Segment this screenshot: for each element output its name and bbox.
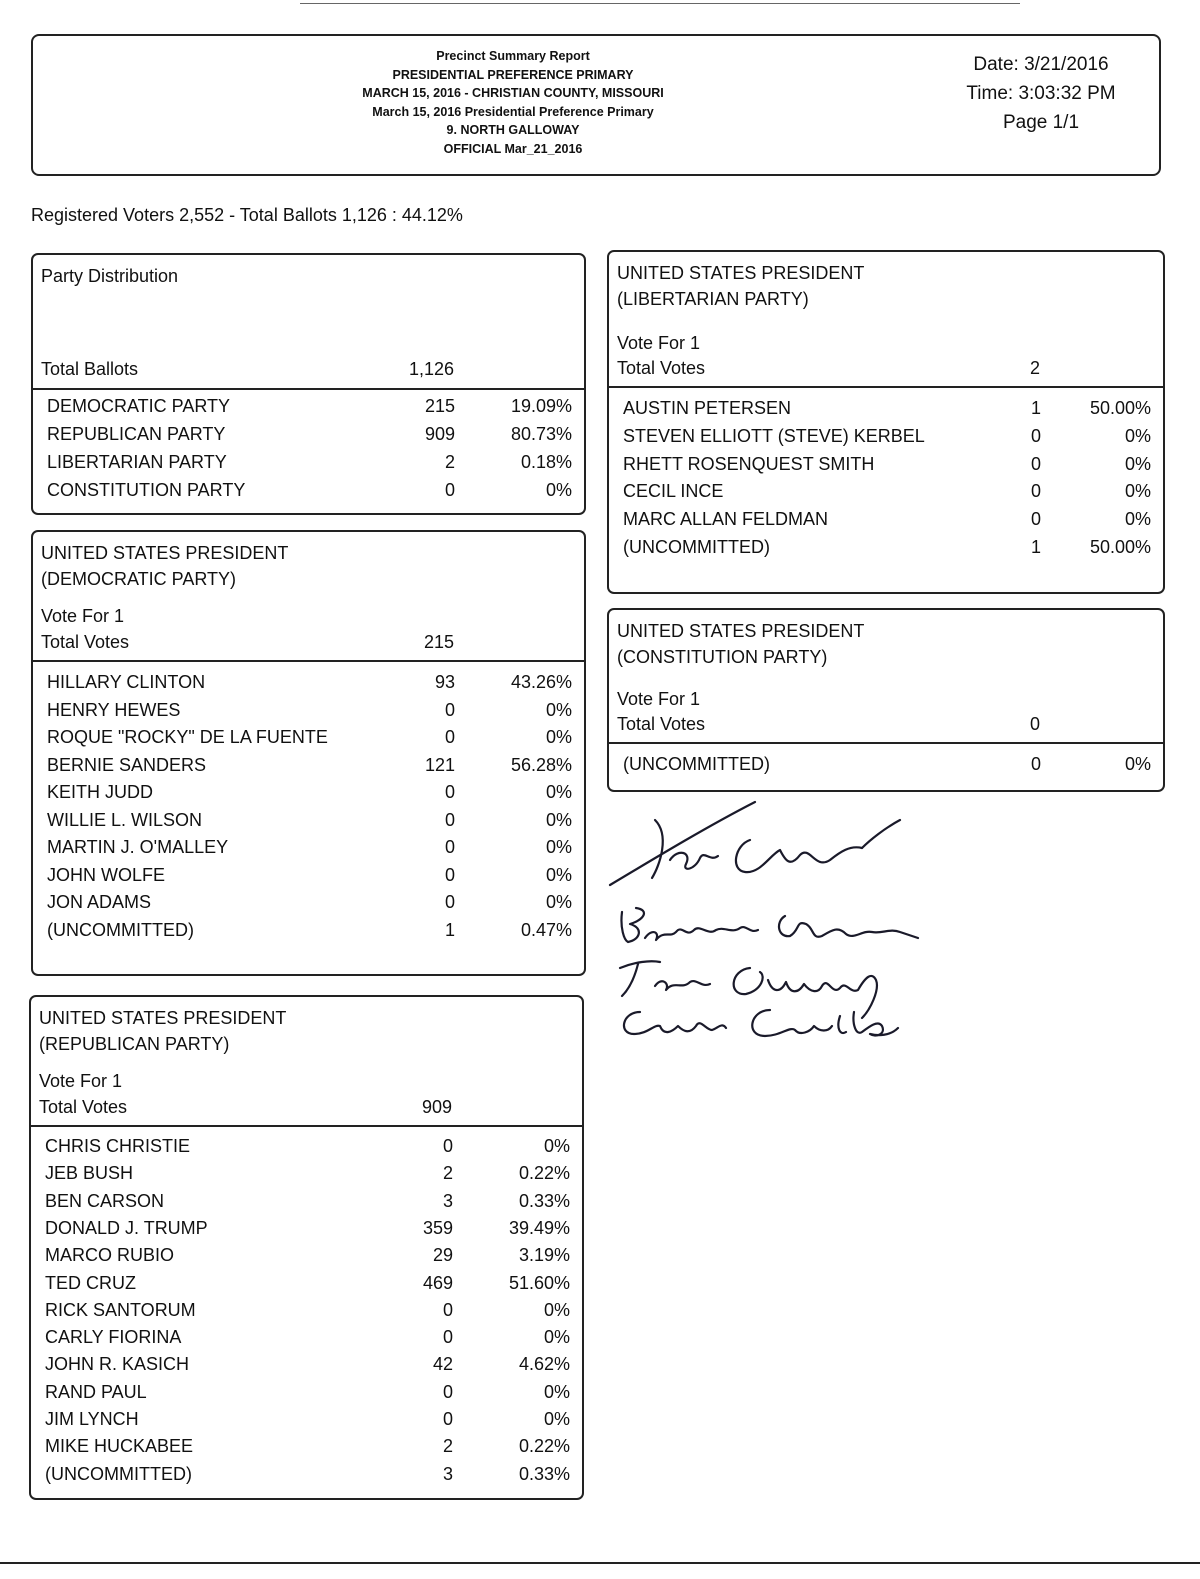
vote-percent: 0%: [545, 864, 572, 885]
candidate-name: (UNCOMMITTED): [47, 919, 194, 940]
result-row: [45, 1406, 570, 1432]
vote-count: 42: [432, 1354, 453, 1375]
vote-count: 0: [442, 1381, 453, 1402]
vote-percent: 0%: [543, 1327, 570, 1348]
result-row: [47, 752, 572, 778]
vote-count: 0: [1030, 754, 1041, 774]
vote-count: 0: [444, 809, 455, 830]
section-divider: [33, 660, 584, 662]
vote-percent: 4.62%: [518, 1354, 570, 1375]
candidate-name: CHRIS CHRISTIE: [45, 1136, 191, 1156]
result-row: [47, 724, 572, 750]
election-description: March 15, 2016 Presidential Preference Primary: [372, 104, 654, 119]
vote-percent: 80.73%: [510, 424, 572, 444]
result-row: [623, 751, 1151, 777]
signature-stroke: [620, 961, 660, 996]
vote-count: 0: [444, 480, 455, 500]
signature-stroke: [624, 1012, 726, 1034]
candidate-name: REPUBLICAN PARTY: [47, 424, 226, 444]
handwritten-signatures: [600, 800, 940, 1060]
section-divider: [609, 386, 1163, 388]
result-row: [47, 779, 572, 805]
vote-percent: 0%: [545, 837, 572, 857]
race-title: UNITED STATES PRESIDENT (DEMOCRATIC PARTY): [41, 543, 289, 589]
vote-percent: 0%: [545, 699, 572, 720]
candidate-name: TED CRUZ: [45, 1272, 136, 1293]
party-distribution-title: Party Distribution: [41, 266, 179, 286]
signature-stroke: [752, 1010, 898, 1036]
vote-count: 1: [1030, 537, 1041, 557]
election-name: PRESIDENTIAL PREFERENCE PRIMARY: [392, 67, 634, 82]
vote-percent: 0%: [545, 727, 572, 747]
total-votes-label: Total Votes: [617, 358, 706, 378]
total-votes-value: 2: [1029, 358, 1040, 378]
result-row: [45, 1379, 570, 1405]
vote-count: 93: [434, 672, 455, 692]
vote-count: 0: [444, 864, 455, 885]
candidate-name: LIBERTARIAN PARTY: [47, 452, 227, 472]
vote-for-label: Vote For 1: [617, 333, 701, 353]
vote-percent: 0%: [543, 1381, 570, 1402]
vote-count: 0: [1030, 425, 1041, 446]
vote-count: 0: [444, 892, 455, 912]
result-row: [623, 423, 1151, 449]
vote-count: 0: [444, 727, 455, 747]
candidate-name: JOHN WOLFE: [47, 864, 166, 885]
vote-percent: 0.22%: [518, 1163, 570, 1184]
vote-percent: 0%: [1124, 453, 1151, 474]
candidate-name: STEVEN ELLIOTT (STEVE) KERBEL: [623, 425, 925, 446]
vote-count: 0: [442, 1327, 453, 1348]
precinct-name: 9. NORTH GALLOWAY: [446, 123, 580, 137]
page-number: Page 1/1: [1002, 112, 1080, 133]
vote-for-row: [617, 331, 1163, 355]
vote-for-row: [39, 1069, 582, 1093]
vote-count: 0: [442, 1299, 453, 1320]
total-votes-value: 0: [1029, 714, 1040, 734]
race-title: UNITED STATES PRESIDENT (CONSTITUTION PARTY): [617, 621, 865, 667]
signature-stroke: [670, 853, 718, 869]
result-row: [45, 1215, 570, 1241]
result-row: [47, 807, 572, 833]
party-distribution-box: [31, 253, 586, 515]
republican-race-box: [29, 995, 584, 1500]
signature-stroke: [652, 820, 663, 878]
vote-percent: 0%: [545, 782, 572, 802]
vote-count: 1: [444, 919, 455, 940]
total-ballots-value: 1,126: [408, 359, 454, 379]
candidate-name: WILLIE L. WILSON: [47, 809, 203, 830]
vote-count: 0: [1030, 453, 1041, 474]
vote-count: 2: [444, 452, 455, 472]
vote-percent: 0.47%: [520, 919, 572, 940]
report-meta: [931, 50, 1151, 137]
vote-count: 3: [442, 1190, 453, 1211]
section-divider: [33, 388, 584, 390]
candidate-name: (UNCOMMITTED): [45, 1463, 192, 1484]
result-row: [47, 477, 572, 503]
vote-count: 469: [422, 1272, 453, 1293]
candidate-name: JEB BUSH: [45, 1163, 134, 1184]
candidate-name: ROQUE "ROCKY" DE LA FUENTE: [47, 727, 328, 747]
vote-percent: 0.33%: [518, 1190, 570, 1211]
vote-percent: 0%: [1124, 509, 1151, 530]
race-title: UNITED STATES PRESIDENT (LIBERTARIAN PARTY): [617, 263, 865, 309]
signature-stroke: [621, 908, 644, 942]
vote-percent: 0.33%: [518, 1463, 570, 1484]
vote-percent: 50.00%: [1089, 537, 1151, 557]
result-row: [623, 395, 1151, 421]
vote-count: 909: [424, 424, 455, 444]
result-row: [45, 1297, 570, 1323]
total-votes-value: 215: [423, 632, 454, 652]
vote-count: 359: [422, 1217, 453, 1238]
candidate-name: (UNCOMMITTED): [623, 537, 770, 557]
report-title-block: [233, 47, 793, 158]
vote-count: 29: [432, 1245, 453, 1266]
total-votes-row: [39, 1095, 582, 1119]
candidate-name: JON ADAMS: [47, 892, 152, 912]
vote-count: 0: [444, 699, 455, 720]
total-votes-label: Total Votes: [41, 632, 130, 652]
candidate-name: CARLY FIORINA: [45, 1327, 182, 1348]
result-row: [47, 862, 572, 888]
candidate-name: BERNIE SANDERS: [47, 754, 207, 775]
race-title: UNITED STATES PRESIDENT (REPUBLICAN PARTY): [39, 1008, 287, 1054]
result-row: [45, 1324, 570, 1350]
vote-count: 2: [442, 1163, 453, 1184]
report-title: Precinct Summary Report: [436, 49, 590, 63]
result-row: [47, 834, 572, 860]
vote-percent: 50.00%: [1089, 398, 1151, 418]
report-header: [31, 34, 1161, 176]
vote-count: 1: [1030, 398, 1041, 418]
vote-percent: 0%: [1124, 425, 1151, 446]
vote-percent: 0.18%: [520, 452, 572, 472]
vote-count: 215: [424, 396, 455, 416]
vote-count: 0: [444, 782, 455, 802]
signature-stroke: [645, 927, 758, 940]
constitution-race-box: [607, 608, 1165, 792]
vote-count: 0: [1030, 509, 1041, 530]
vote-percent: 51.60%: [508, 1272, 570, 1293]
candidate-name: JOHN R. KASICH: [45, 1354, 190, 1375]
result-row: [623, 451, 1151, 477]
section-divider: [31, 1125, 582, 1127]
candidate-name: MARC ALLAN FELDMAN: [623, 509, 829, 530]
vote-count: 0: [442, 1409, 453, 1429]
signature-stroke: [610, 802, 755, 885]
signature-stroke: [655, 981, 710, 990]
vote-count: 0: [442, 1136, 453, 1156]
candidate-name: DEMOCRATIC PARTY: [47, 396, 231, 416]
vote-for-row: [41, 604, 584, 628]
vote-count: 0: [444, 837, 455, 857]
vote-for-label: Vote For 1: [41, 606, 125, 626]
candidate-name: BEN CARSON: [45, 1190, 165, 1211]
vote-percent: 39.49%: [508, 1217, 570, 1238]
vote-percent: 0%: [543, 1409, 570, 1429]
total-votes-row: [41, 630, 584, 654]
official-stamp-text: OFFICIAL Mar_21_2016: [443, 141, 583, 156]
result-row: [45, 1461, 570, 1487]
total-votes-label: Total Votes: [39, 1097, 128, 1117]
candidate-name: HENRY HEWES: [47, 699, 181, 720]
result-row: [47, 697, 572, 723]
candidate-name: JIM LYNCH: [45, 1409, 139, 1429]
result-row: [45, 1351, 570, 1377]
signature-stroke: [736, 840, 862, 872]
candidate-name: CONSTITUTION PARTY: [47, 480, 246, 500]
registered-voters-summary: Registered Voters 2,552 - Total Ballots 1,126 : 44.12%: [31, 205, 463, 225]
total-votes-row: [617, 356, 1163, 380]
result-row: [47, 669, 572, 695]
candidate-name: HILLARY CLINTON: [47, 672, 206, 692]
result-row: [623, 478, 1151, 504]
vote-count: 3: [442, 1463, 453, 1484]
vote-percent: 56.28%: [510, 754, 572, 775]
result-row: [47, 889, 572, 915]
result-row: [45, 1433, 570, 1459]
result-row: [47, 393, 572, 419]
vote-count: 0: [1030, 481, 1041, 502]
vote-percent: 0%: [1124, 481, 1151, 502]
vote-percent: 0.22%: [518, 1436, 570, 1457]
election-date-county: MARCH 15, 2016 - CHRISTIAN COUNTY, MISSOURI: [362, 86, 664, 100]
vote-percent: 0%: [545, 480, 572, 500]
result-row: [45, 1188, 570, 1214]
candidate-name: RAND PAUL: [45, 1381, 147, 1402]
vote-percent: 43.26%: [510, 672, 572, 692]
section-divider: [609, 742, 1163, 744]
vote-percent: 0%: [543, 1136, 570, 1156]
vote-percent: 0%: [1124, 754, 1151, 774]
democratic-race-box: [31, 530, 586, 976]
report-time: Time: 3:03:32 PM: [966, 83, 1116, 104]
vote-for-row: [617, 687, 1163, 711]
vote-count: 2: [442, 1436, 453, 1457]
candidate-name: (UNCOMMITTED): [623, 754, 770, 774]
candidate-name: MARCO RUBIO: [45, 1245, 175, 1266]
candidate-name: KEITH JUDD: [47, 782, 154, 802]
vote-percent: 19.09%: [510, 396, 572, 416]
total-ballots-row: [41, 357, 584, 381]
signature-stroke: [734, 968, 877, 1018]
candidate-name: DONALD J. TRUMP: [45, 1217, 208, 1238]
total-votes-value: 909: [421, 1097, 452, 1117]
candidate-name: MIKE HUCKABEE: [45, 1436, 194, 1457]
total-votes-label: Total Votes: [617, 714, 706, 734]
report-date: Date: 3/21/2016: [973, 54, 1109, 75]
candidate-name: RHETT ROSENQUEST SMITH: [623, 453, 875, 474]
result-row: [45, 1270, 570, 1296]
vote-for-label: Vote For 1: [617, 689, 701, 709]
candidate-name: RICK SANTORUM: [45, 1299, 196, 1320]
result-row: [623, 506, 1151, 532]
signature-stroke: [779, 916, 918, 938]
top-scan-line: [300, 3, 1020, 4]
vote-percent: 0%: [545, 809, 572, 830]
result-row: [47, 449, 572, 475]
total-ballots-label: Total Ballots: [41, 359, 139, 379]
vote-count: 121: [424, 754, 455, 775]
vote-percent: 0%: [545, 892, 572, 912]
vote-for-label: Vote For 1: [39, 1071, 123, 1091]
candidate-name: MARTIN J. O'MALLEY: [47, 837, 229, 857]
result-row: [45, 1133, 570, 1159]
candidate-name: CECIL INCE: [623, 481, 724, 502]
total-votes-row: [617, 712, 1163, 736]
vote-percent: 0%: [543, 1299, 570, 1320]
result-row: [47, 421, 572, 447]
candidate-name: AUSTIN PETERSEN: [623, 398, 792, 418]
bottom-scan-line: [0, 1562, 1200, 1564]
vote-percent: 3.19%: [518, 1245, 570, 1266]
result-row: [47, 917, 572, 943]
signature-stroke: [862, 820, 900, 848]
result-row: [623, 534, 1151, 560]
libertarian-race-box: [607, 250, 1165, 594]
result-row: [45, 1242, 570, 1268]
result-row: [45, 1160, 570, 1186]
